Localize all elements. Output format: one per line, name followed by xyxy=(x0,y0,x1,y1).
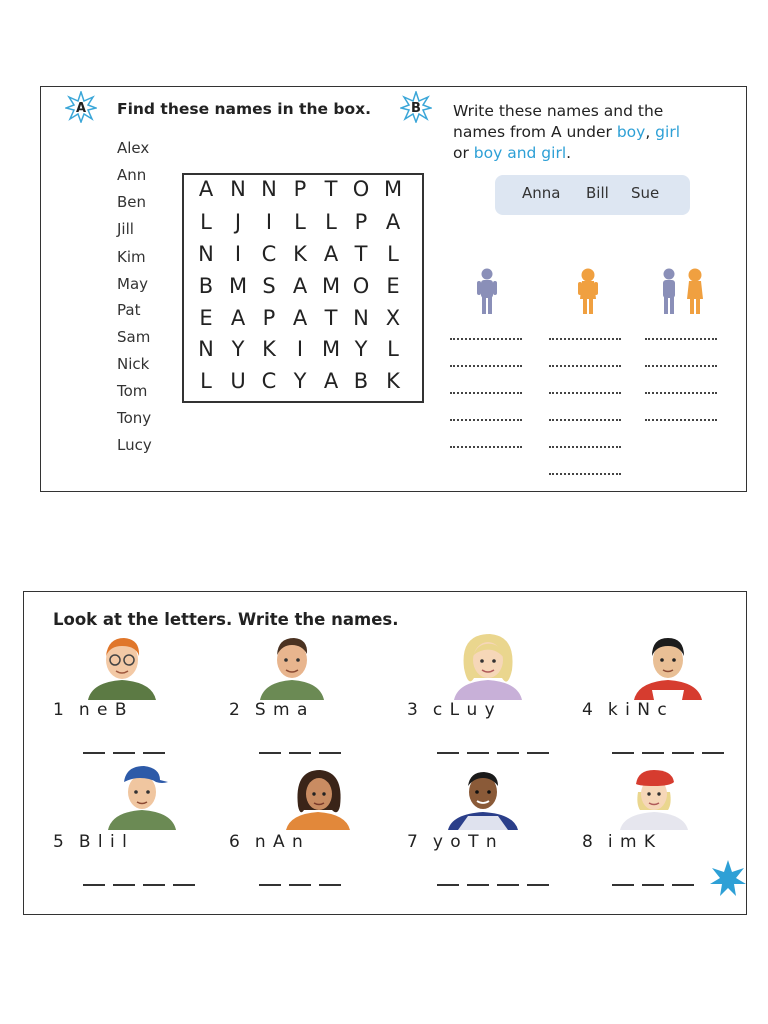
boy-word: boy xyxy=(616,123,646,141)
answer-line-girl[interactable] xyxy=(549,473,621,475)
exercise-b-line1: Write these names and the xyxy=(453,102,664,120)
grid-cell: B xyxy=(353,369,369,393)
answer-blank[interactable] xyxy=(83,884,105,886)
grid-cell: N xyxy=(198,242,214,266)
answer-blank[interactable] xyxy=(437,752,459,754)
answer-blank[interactable] xyxy=(702,752,724,754)
scrambled-letters: k i N c xyxy=(607,700,668,720)
kid-portrait-7-icon xyxy=(444,764,522,830)
grid-cell: A xyxy=(198,177,214,201)
boy-and-girl-figure-icon xyxy=(658,267,708,317)
item-number: 1 xyxy=(53,700,65,720)
grid-cell: L xyxy=(325,210,337,234)
grid-cell: K xyxy=(293,242,307,266)
grid-cell: U xyxy=(230,369,246,393)
name-kim: Kim xyxy=(117,248,146,266)
corner-star-icon xyxy=(708,858,747,898)
item-4-scrambled-letters xyxy=(582,700,668,720)
name-tom: Tom xyxy=(117,382,148,400)
answer-blank[interactable] xyxy=(612,884,634,886)
kid-portrait-8-icon xyxy=(616,764,692,830)
scrambled-letters: S m a xyxy=(254,700,309,720)
boy-figure-icon xyxy=(476,267,498,317)
boy-and-girl-word: boy and girl xyxy=(473,144,567,162)
kid-portrait-3-icon xyxy=(448,628,528,700)
grid-cell: J xyxy=(234,210,242,234)
girl-figure-icon xyxy=(577,267,599,317)
answer-blank[interactable] xyxy=(672,884,694,886)
exercise-b-line3 xyxy=(453,143,680,164)
grid-cell: M xyxy=(383,177,403,201)
answer-blank[interactable] xyxy=(437,884,459,886)
grid-cell: N xyxy=(261,177,277,201)
item-number: 6 xyxy=(229,832,241,852)
answer-line-boy[interactable] xyxy=(450,419,522,421)
answer-blank[interactable] xyxy=(672,752,694,754)
answer-blank[interactable] xyxy=(259,884,281,886)
item-7-scrambled-letters xyxy=(407,832,498,852)
exercise-b-letter: B xyxy=(411,101,421,116)
scrambled-letters: n A n xyxy=(254,832,304,852)
period: . xyxy=(566,144,572,162)
grid-cell: Y xyxy=(231,337,245,361)
answer-blank[interactable] xyxy=(642,884,664,886)
answer-line-boy-and-girl[interactable] xyxy=(645,419,717,421)
scrambled-letters: B l i l xyxy=(78,832,128,852)
answer-blank[interactable] xyxy=(143,884,165,886)
answer-blank[interactable] xyxy=(467,884,489,886)
item-number: 8 xyxy=(582,832,594,852)
answer-blank[interactable] xyxy=(497,884,519,886)
answer-blank[interactable] xyxy=(259,752,281,754)
answer-line-girl[interactable] xyxy=(549,392,621,394)
item-6-scrambled-letters xyxy=(229,832,304,852)
panel-find-and-sort xyxy=(40,86,747,492)
exercise-a-star-icon xyxy=(65,91,97,123)
item-3-scrambled-letters xyxy=(407,700,496,720)
name-ann: Ann xyxy=(117,166,147,184)
answer-blank[interactable] xyxy=(143,752,165,754)
answer-blank[interactable] xyxy=(289,752,311,754)
name-may: May xyxy=(117,275,149,293)
name-alex: Alex xyxy=(117,139,150,157)
grid-cell: E xyxy=(199,306,213,330)
grid-cell: L xyxy=(387,242,399,266)
grid-cell: Y xyxy=(354,337,368,361)
name-ben: Ben xyxy=(117,193,147,211)
grid-cell: P xyxy=(354,210,368,234)
answer-line-girl[interactable] xyxy=(549,419,621,421)
answer-blank[interactable] xyxy=(113,884,135,886)
name-sam: Sam xyxy=(117,328,151,346)
grid-cell: C xyxy=(261,242,277,266)
grid-cell: B xyxy=(198,274,214,298)
grid-cell: N xyxy=(198,337,214,361)
answer-blank[interactable] xyxy=(612,752,634,754)
grid-cell: A xyxy=(292,274,308,298)
scrambled-letters: c L u y xyxy=(432,700,496,720)
word-search-grid xyxy=(182,173,424,403)
exercise-b-line2 xyxy=(453,122,680,143)
line2-text: names from A under xyxy=(453,123,617,141)
scrambled-letters: i m K xyxy=(607,832,657,852)
answer-blank[interactable] xyxy=(467,752,489,754)
answer-line-boy[interactable] xyxy=(450,446,522,448)
grid-cell: C xyxy=(261,369,277,393)
grid-cell: A xyxy=(323,369,339,393)
panel-unscramble-names xyxy=(23,591,747,915)
kid-portrait-6-icon xyxy=(282,764,354,830)
name-tony: Tony xyxy=(117,409,152,427)
answer-blank[interactable] xyxy=(113,752,135,754)
grid-cell: A xyxy=(323,242,339,266)
grid-cell: A xyxy=(230,306,246,330)
answer-blank[interactable] xyxy=(497,752,519,754)
girl-word: girl xyxy=(655,123,680,141)
answer-line-boy-and-girl[interactable] xyxy=(645,365,717,367)
answer-blank[interactable] xyxy=(83,752,105,754)
grid-cell: O xyxy=(352,177,370,201)
answer-blank[interactable] xyxy=(319,752,341,754)
grid-cell: M xyxy=(321,274,341,298)
answer-line-girl[interactable] xyxy=(549,338,621,340)
item-number: 7 xyxy=(407,832,419,852)
item-5-scrambled-letters xyxy=(53,832,128,852)
grid-cell: I xyxy=(234,242,242,266)
answer-blank[interactable] xyxy=(319,884,341,886)
answer-line-boy-and-girl[interactable] xyxy=(645,392,717,394)
answer-blank[interactable] xyxy=(173,884,195,886)
grid-cell: A xyxy=(385,210,401,234)
kid-portrait-1-icon xyxy=(84,630,160,700)
kid-portrait-5-icon xyxy=(104,760,180,830)
grid-cell: L xyxy=(294,210,306,234)
comma: , xyxy=(645,123,656,141)
exercise-a-letter: A xyxy=(75,101,87,116)
item-1-scrambled-letters xyxy=(53,700,128,720)
grid-cell: Y xyxy=(293,369,307,393)
item-8-scrambled-letters xyxy=(582,832,656,852)
name-box xyxy=(495,175,690,215)
grid-cell: M xyxy=(321,337,341,361)
item-number: 2 xyxy=(229,700,241,720)
answer-blank[interactable] xyxy=(642,752,664,754)
grid-cell: N xyxy=(230,177,246,201)
item-number: 5 xyxy=(53,832,65,852)
answer-line-girl[interactable] xyxy=(549,446,621,448)
box-name-sue: Sue xyxy=(631,184,660,202)
grid-cell: T xyxy=(324,306,338,330)
name-pat: Pat xyxy=(117,301,141,319)
grid-cell: L xyxy=(200,210,212,234)
kid-portrait-4-icon xyxy=(630,630,706,700)
grid-cell: L xyxy=(200,369,212,393)
answer-line-boy[interactable] xyxy=(450,338,522,340)
grid-cell: A xyxy=(292,306,308,330)
name-jill: Jill xyxy=(117,220,134,238)
answer-line-boy[interactable] xyxy=(450,392,522,394)
kid-portrait-2-icon xyxy=(258,630,326,700)
grid-cell: K xyxy=(262,337,276,361)
grid-cell: L xyxy=(387,337,399,361)
grid-cell: I xyxy=(265,210,273,234)
grid-cell: X xyxy=(385,306,401,330)
line3-text: or xyxy=(453,144,474,162)
grid-cell: N xyxy=(353,306,369,330)
grid-cell: O xyxy=(352,274,370,298)
grid-cell: K xyxy=(386,369,400,393)
exercise-b-star-icon xyxy=(400,91,432,123)
box-name-bill: Bill xyxy=(586,184,609,202)
grid-cell: M xyxy=(228,274,248,298)
grid-cell: T xyxy=(354,242,368,266)
grid-cell: T xyxy=(324,177,338,201)
answer-blank[interactable] xyxy=(527,752,549,754)
exercise-a-heading: Find these names in the box. xyxy=(117,100,372,118)
answer-blank[interactable] xyxy=(289,884,311,886)
scrambled-letters: n e B xyxy=(78,700,128,720)
answer-line-girl[interactable] xyxy=(549,365,621,367)
exercise-b-heading xyxy=(453,101,680,164)
name-lucy: Lucy xyxy=(117,436,152,454)
scrambled-letters: y o T n xyxy=(432,832,498,852)
grid-cell: E xyxy=(386,274,400,298)
name-nick: Nick xyxy=(117,355,150,373)
grid-cell: P xyxy=(293,177,307,201)
answer-blank[interactable] xyxy=(527,884,549,886)
box-name-anna: Anna xyxy=(522,184,561,202)
item-number: 4 xyxy=(582,700,594,720)
grid-cell: P xyxy=(262,306,276,330)
exercise-c-heading: Look at the letters. Write the names. xyxy=(53,610,399,629)
grid-cell: I xyxy=(296,337,304,361)
grid-cell: S xyxy=(262,274,276,298)
answer-line-boy-and-girl[interactable] xyxy=(645,338,717,340)
item-number: 3 xyxy=(407,700,419,720)
answer-line-boy[interactable] xyxy=(450,365,522,367)
item-2-scrambled-letters xyxy=(229,700,308,720)
